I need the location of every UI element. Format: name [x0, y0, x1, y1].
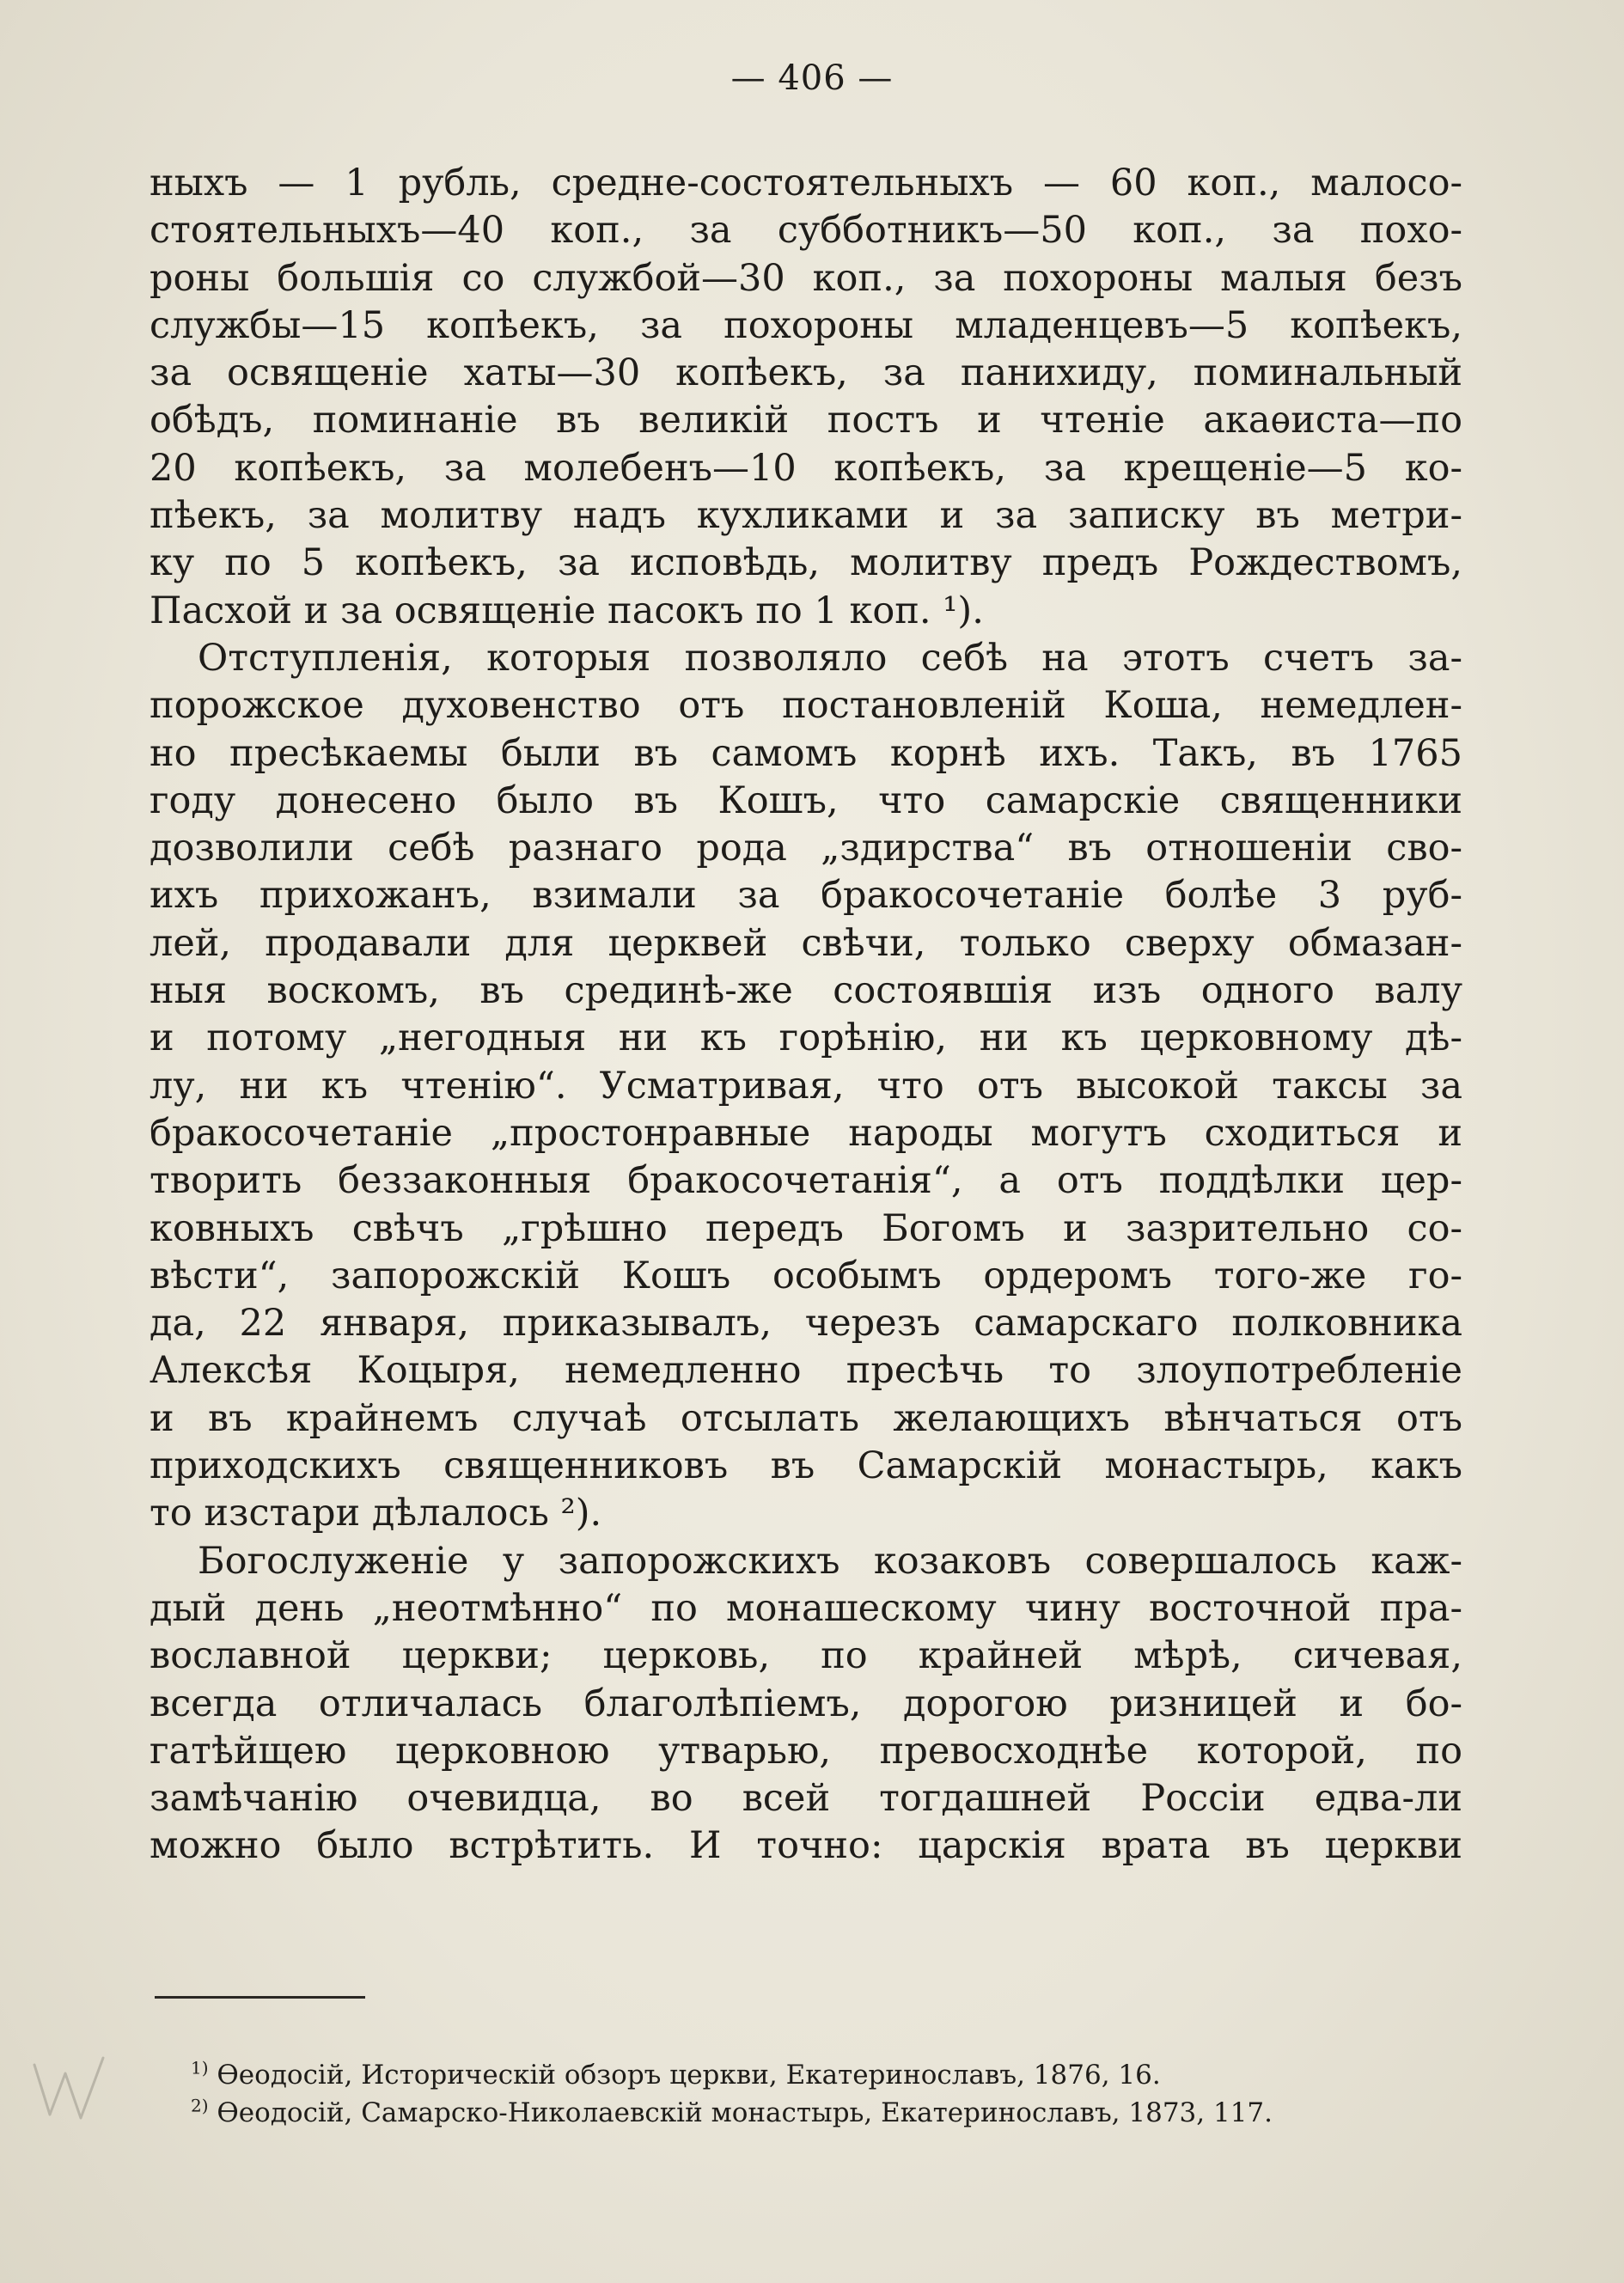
text-line: дозволили себѣ разнаго рода „здирства“ въ отношенiи сво- — [150, 827, 1462, 870]
text-line: ковныхъ свѣчъ „грѣшно передъ Богомъ и зазрительно со- — [150, 1206, 1462, 1250]
text-line: 20 копѣекъ, за молебенъ—10 копѣекъ, за крещенiе—5 ко- — [150, 446, 1462, 490]
text-line: то изстари дѣлалось ²). — [150, 1492, 602, 1535]
footnote-mark: 2) — [191, 2095, 209, 2116]
text-line: порожское духовенство отъ постановленiй Коша, немедлен- — [150, 684, 1462, 728]
text-line: Пасхой и за освященiе пасокъ по 1 коп. ¹). — [150, 589, 984, 632]
footnote-1 — [191, 2056, 1462, 2094]
footnote-2 — [191, 2094, 1462, 2132]
text-line: всегда отличалась благолѣпiемъ, дорогою ризницей и бо- — [150, 1682, 1462, 1725]
footnote-text: Ѳеодосiй, Историческiй обзоръ церкви, Екатеринославъ, 1876, 16. — [217, 2060, 1161, 2091]
text-line: лу, ни къ чтенiю“. Усматривая, что отъ высокой таксы за — [150, 1064, 1462, 1108]
text-line: ихъ прихожанъ, взимали за бракосочетанiе болѣе 3 руб- — [150, 874, 1462, 918]
text-line: году донесено было въ Кошъ, что самарскiе священники — [150, 778, 1462, 822]
text-line: Отступленiя, которыя позволяло себѣ на этотъ счетъ за- — [198, 636, 1462, 680]
text-line: ныхъ — 1 рубль, средне-состоятельныхъ — 60 коп., малосо- — [150, 162, 1462, 204]
paragraph-3 — [150, 1538, 1462, 1871]
text-line: но пресѣкаемы были въ самомъ корнѣ ихъ. Такъ, въ 1765 — [150, 731, 1462, 775]
text-line: творить беззаконныя бракосочетанiя“, а отъ поддѣлки цер- — [150, 1159, 1462, 1203]
text-line: можно было встрѣтить. И точно: царскiя врата въ церкви — [150, 1824, 1462, 1868]
text-line: гатѣйщею церковною утварью, превосходнѣе которой, по — [150, 1729, 1462, 1773]
text-line: и въ крайнемъ случаѣ отсылать желающихъ вѣнчаться отъ — [150, 1396, 1462, 1440]
text-line: стоятельныхъ—40 коп., за субботникъ—50 коп., за похо- — [150, 209, 1462, 253]
text-line: обѣдъ, поминанiе въ великiй постъ и чтенiе акаѳиста—по — [150, 399, 1462, 443]
text-line: ку по 5 копѣекъ, за исповѣдь, молитву предъ Рождествомъ, — [150, 541, 1462, 585]
text-line: и потому „негодныя ни къ горѣнiю, ни къ церковному дѣ- — [150, 1016, 1462, 1060]
text-line: за освященiе хаты—30 копѣекъ, за панихиду, поминальный — [150, 351, 1462, 395]
text-line: замѣчанiю очевидца, во всей тогдашней Россiи едва-ли — [150, 1777, 1462, 1821]
paragraph-2 — [150, 635, 1462, 1538]
text-line: роны большiя со службой—30 коп., за похороны малыя безъ — [150, 256, 1462, 300]
text-line: вославной церкви; церковь, по крайней мѣрѣ, сичевая, — [150, 1634, 1462, 1678]
text-line: Алексѣя Коцыря, немедленно пресѣчь то злоупотребленiе — [150, 1349, 1462, 1393]
footnote-text: Ѳеодосiй, Самарско-Николаевскiй монастырь, Екатеринославъ, 1873, 117. — [217, 2097, 1273, 2128]
text-line: службы—15 копѣекъ, за похороны младенцевъ—5 копѣекъ, — [150, 303, 1462, 347]
text-line: пѣекъ, за молитву надъ кухликами и за записку въ метри- — [150, 494, 1462, 538]
text-line: дый день „неотмѣнно“ по монашескому чину восточной пра- — [150, 1586, 1462, 1630]
text-line: лей, продавали для церквей свѣчи, только сверху обмазан- — [150, 921, 1462, 965]
text-line: ныя воскомъ, въ срединѣ-же состоявшiя изъ одного валу — [150, 969, 1462, 1013]
body-text — [150, 160, 1462, 1871]
footnote-separator — [155, 1996, 365, 1999]
text-line: бракосочетанiе „простонравные народы могутъ сходиться и — [150, 1111, 1462, 1155]
text-line: приходскихъ священниковъ въ Самарскiй монастырь, какъ — [150, 1444, 1462, 1488]
text-line: да, 22 января, приказывалъ, черезъ самарскаго полковника — [150, 1302, 1462, 1346]
page-number: — 406 — — [730, 58, 894, 98]
text-line: Богослуженiе у запорожскихъ козаковъ совершалось каж- — [198, 1539, 1462, 1583]
pencil-mark-icon — [24, 2048, 119, 2133]
footnote-mark: 1) — [191, 2057, 209, 2079]
footnotes — [191, 2056, 1462, 2132]
paragraph-1 — [150, 160, 1462, 635]
text-line: вѣсти“, запорожскiй Кошъ особымъ ордеромъ того-же го- — [150, 1254, 1462, 1297]
